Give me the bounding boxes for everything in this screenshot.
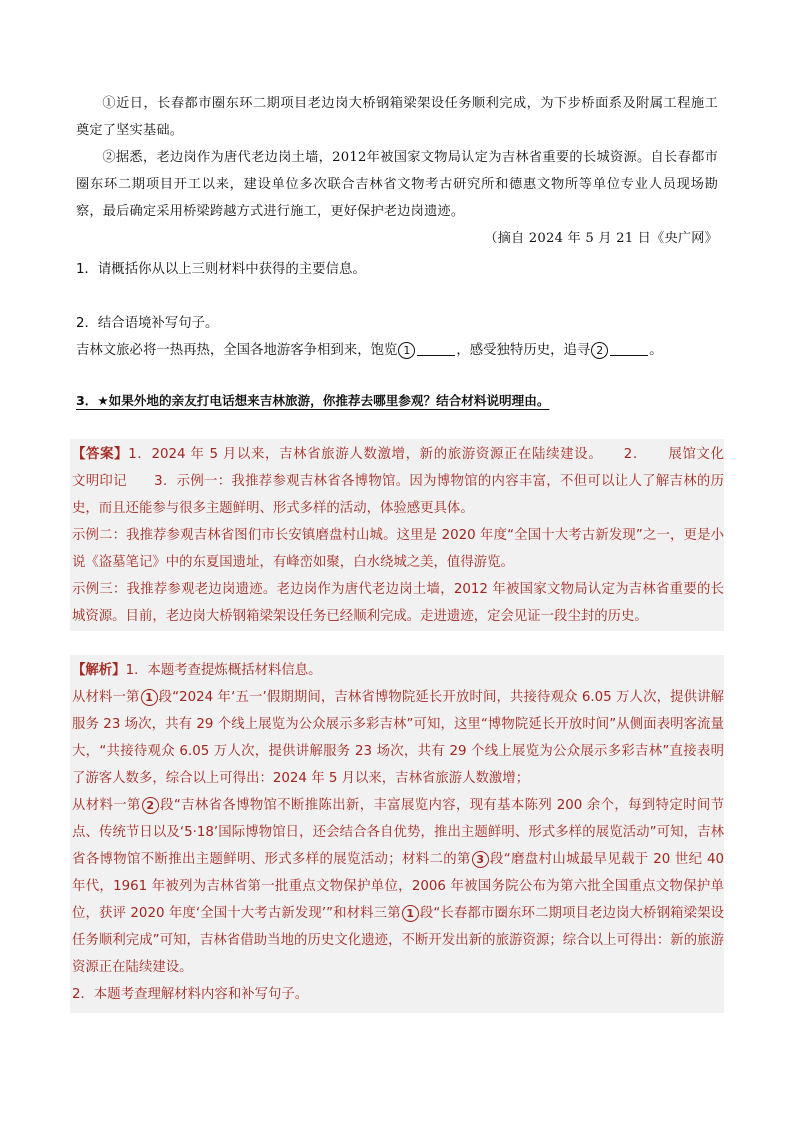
- analysis-intro: 【解析】1．本题考查提炼概括材料信息。: [72, 663, 322, 678]
- analysis-paragraph-2: 从材料一第 2 段“吉林省各博物馆不断推陈出新，丰富展览内容，现有基本陈列 200 余个，每到特定时间节点、传统节日以及‘5·18’国际博物馆日，还会结合各自优势，推出主题鲜明、形式多样的展览活动”可知，吉林省各博物馆不断推出主题鲜明、形式多样的展览活动；材料二的第 3 段“磨盘村山城最早见载于 20 世纪 40 年代，1961 年被列为吉林省第一批重点文物保护单位，2006 年被国务院公布为第六批全国重点文物保护单位，获评 2020 年度‘全国十大考古新发现’”和材料三第 1 段“长春都市圈东环二期项目老边岗大桥钢箱梁架设任务顺利完成”可知，吉林省借助当地的历史文化遗迹，不断开发出新的旅游资源；综合以上可得出：新的旅游资源正在陆续建设。: [72, 798, 724, 975]
- answer-example-3: 示例三：我推荐参观老边岗遗迹。老边岗作为唐代老边岗土墙，2012 年被国家文物局认定为吉林省重要的长城资源。目前，老边岗大桥钢箱梁架设任务已经顺利完成。走进遗迹，定会见证一段尘封的历史。: [72, 582, 724, 624]
- circled-number: 2: [591, 342, 608, 359]
- question-2-title: 2．结合语境补写句子。: [76, 316, 219, 331]
- analysis-label: 【解析】: [72, 663, 126, 678]
- question-2-sentence: 吉林文旅必将一热再热，全国各地游客争相到来，饱览 1 ，感受独特历史，追寻 2 。: [76, 343, 663, 358]
- question-3: 3．★如果外地的亲友打电话想来吉林旅游，你推荐去哪里参观？结合材料说明理由。: [76, 393, 550, 408]
- analysis-section: [70, 655, 724, 1013]
- source-citation: （摘自 2024 年 5 月 21 日《央广网》: [484, 231, 718, 246]
- circled-number: 1: [141, 689, 158, 706]
- circled-number: 1: [402, 905, 419, 922]
- material-paragraph-1: ①近日，长春都市圈东环二期项目老边岗大桥钢箱梁架设任务顺利完成，为下步桥面系及附属工程施工奠定了坚实基础。: [76, 96, 718, 138]
- answer-section: [70, 439, 751, 631]
- fill-blank-1[interactable]: [417, 341, 455, 356]
- answer-label: 【答案】: [72, 447, 129, 462]
- circled-number: 3: [472, 851, 489, 868]
- material-paragraph-2: ②据悉，老边岗作为唐代老边岗土墙，2012年被国家文物局认定为吉林省重要的长城资源。自长春都市圈东环二期项目开工以来，建设单位多次联合吉林省文物考古研究所和德惠文物所等单位专业人员现场勘察，最后确定采用桥梁跨越方式进行施工，更好保护老边岗遗迹。: [76, 150, 718, 219]
- analysis-paragraph-1: 从材料一第 1 段“2024 年‘五一’假期期间，吉林省博物院延长开放时间，共接待观众 6.05 万人次，提供讲解服务 23 场次，共有 29 个线上展览为公众展示多彩吉林”可知，这里“博物院延长开放时间”从侧面表明客流量大，“共接待观众 6.05 万人次，提供讲解服务 23 场次，共有 29 个线上展览为公众展示多彩吉林”直接表明了游客人数多，综合以上可得出：2024 年 5 月以来，吉林省旅游人数激增；: [72, 690, 724, 786]
- answer-line-1: 【答案】1．2024 年 5 月以来，吉林省旅游人数激增，新的旅游资源正在陆续建设。 2． 展馆文化 文明印记 3．示例一：我推荐参观吉林省各博物馆。因为博物馆的内容丰富，不但可以让人了解吉林的历史，而且还能参与很多主题鲜明、形式多样的活动，体验感更具体。: [72, 447, 751, 516]
- material-three: [76, 90, 718, 252]
- analysis-paragraph-3: 2．本题考查理解材料内容和补写句子。: [72, 987, 309, 1002]
- question-1: 1．请概括你从以上三则材料中获得的主要信息。: [76, 262, 366, 277]
- circled-number: 1: [398, 342, 415, 359]
- fill-blank-2[interactable]: [610, 341, 648, 356]
- question-2: [76, 310, 726, 364]
- circled-number: 2: [142, 797, 159, 814]
- answer-example-2: 示例二：我推荐参观吉林省图们市长安镇磨盘村山城。这里是 2020 年度“全国十大考古新发现”之一，更是小说《盗墓笔记》中的东夏国遗址，有峰峦如聚，白水绕城之美，值得游览。: [72, 528, 724, 570]
